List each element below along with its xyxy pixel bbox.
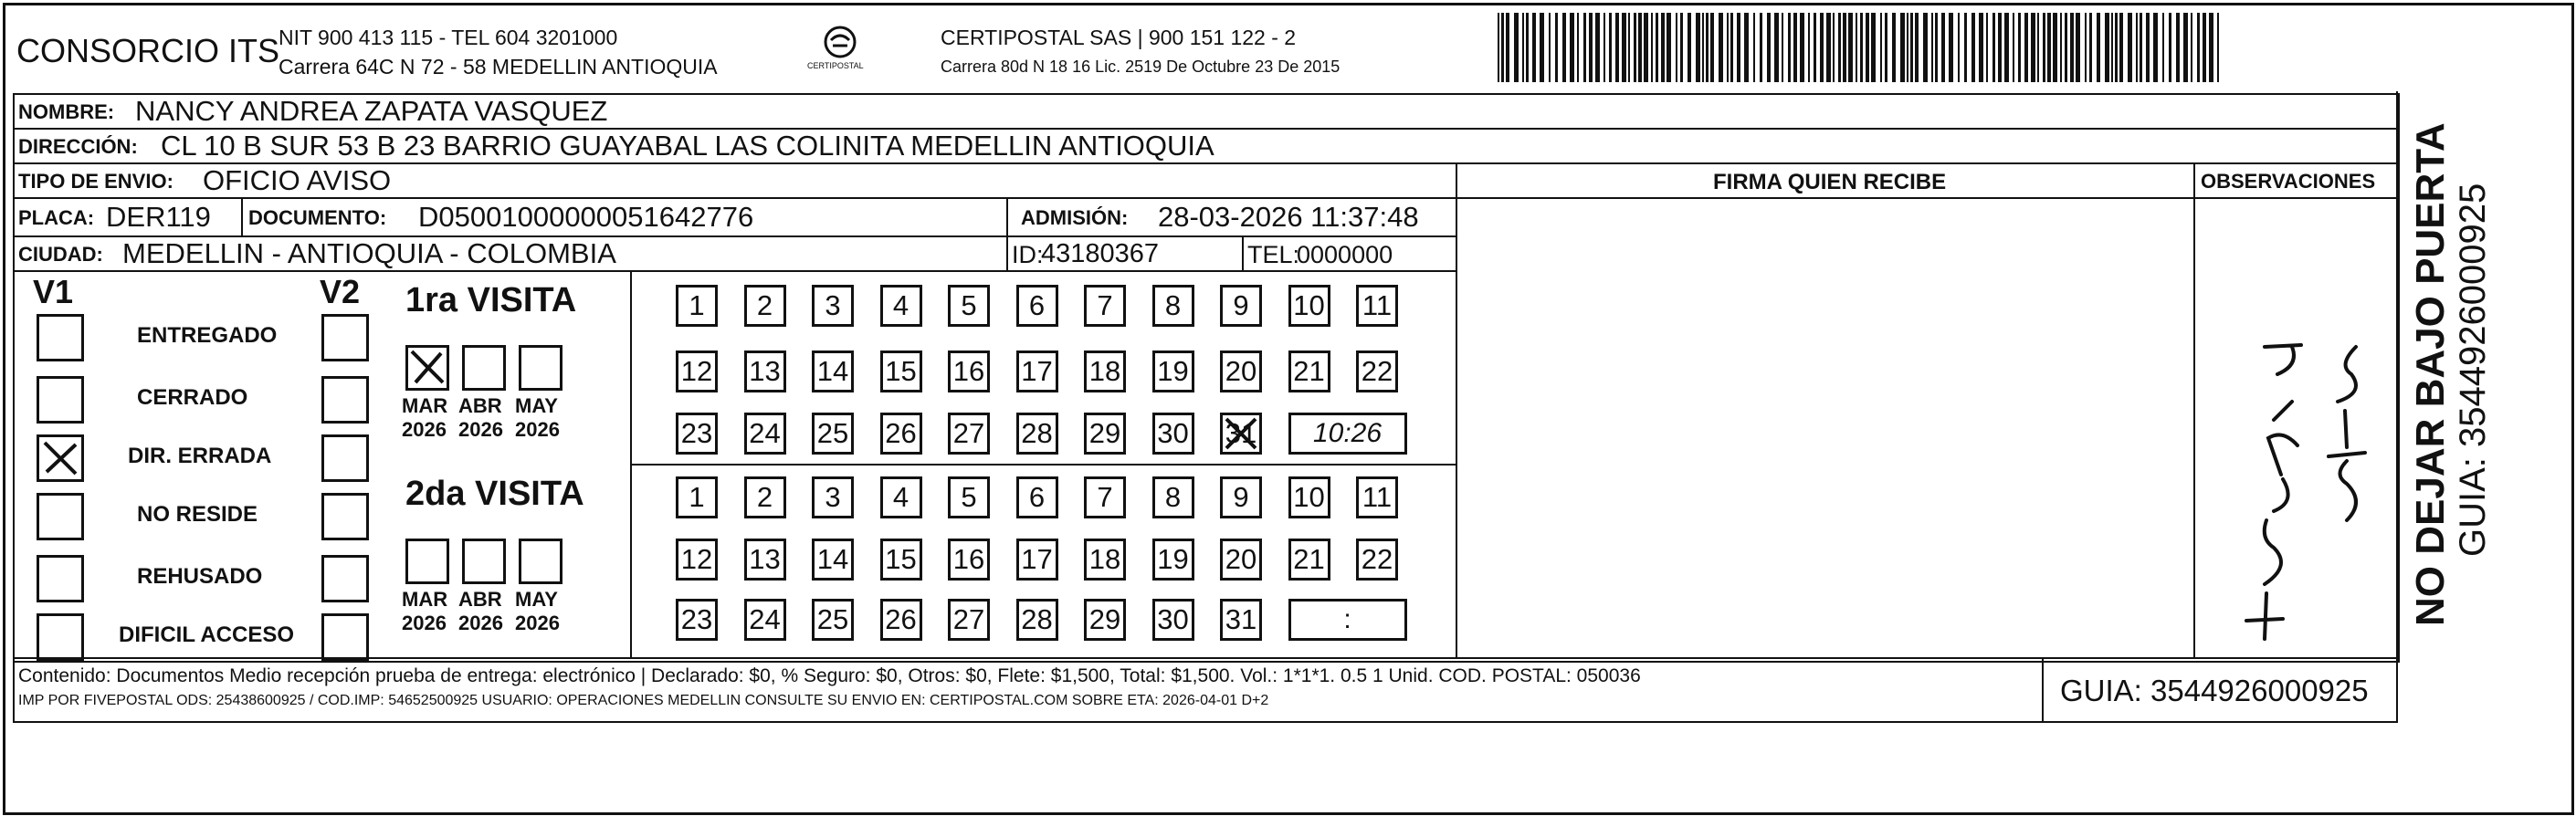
v1-checkbox[interactable]: [37, 376, 84, 424]
barcode-bar: [2004, 13, 2009, 82]
day-cell[interactable]: 25: [812, 599, 854, 641]
month-label: MAR: [402, 588, 448, 611]
barcode-bar: [1949, 13, 1953, 82]
barcode-bar: [1964, 13, 1967, 82]
tel-label: TEL:: [1247, 241, 1300, 268]
barcode-bar: [2065, 13, 2067, 82]
barcode-bar: [2176, 13, 2180, 82]
day-cell[interactable]: 17: [1016, 539, 1058, 581]
barcode-bar: [2169, 13, 2171, 82]
v2-label: V2: [320, 273, 361, 310]
barcode-bar: [1848, 13, 1853, 82]
day-cell[interactable]: 3: [812, 476, 854, 518]
v2-checkbox[interactable]: [321, 434, 369, 482]
barcode-bar: [2153, 13, 2158, 82]
month-checkbox[interactable]: [462, 539, 506, 584]
day-cell[interactable]: 8: [1152, 285, 1194, 327]
day-cell[interactable]: 18: [1084, 350, 1126, 392]
first-visit-title: 1ra VISITA: [405, 281, 577, 319]
observaciones-header: OBSERVACIONES: [2201, 170, 2376, 193]
month-checkbox[interactable]: [462, 345, 506, 391]
day-cell[interactable]: 5: [948, 476, 990, 518]
footer-line1: Contenido: Documentos Medio recepción prueba de entrega: electrónico | Declarado: $0, % Seguro: $0, Otros: $0, Flete: $1,500, Total: $1,500. Vol.: 1*1*1. 0.5 1 Unid. COD. POSTAL: 050036: [18, 665, 1641, 686]
barcode-bar: [1814, 13, 1816, 82]
barcode-bar: [1760, 13, 1762, 82]
barcode-bar: [1931, 13, 1933, 82]
day-cell[interactable]: 1: [676, 285, 718, 327]
admision-label: ADMISIÓN:: [1021, 206, 1129, 229]
barcode-bar: [1992, 13, 1995, 82]
nit-line: NIT 900 413 115 - TEL 604 3201000: [279, 26, 618, 49]
barcode-bar: [1808, 13, 1810, 82]
month-checkbox[interactable]: [519, 539, 563, 584]
day-cell[interactable]: 11: [1356, 285, 1398, 327]
day-cell[interactable]: 14: [812, 350, 854, 392]
barcode-bar: [1656, 13, 1658, 82]
barcode-bar: [1651, 13, 1653, 82]
ciudad-value: MEDELLIN - ANTIOQUIA - COLOMBIA: [122, 237, 616, 269]
barcode-bar: [2047, 13, 2051, 82]
barcode-bar: [1782, 13, 1783, 82]
barcode-bar: [1609, 13, 1612, 82]
barcode-bar: [1986, 13, 1988, 82]
barcode-bar: [2197, 13, 2200, 82]
documento-value: D05001000000051642776: [418, 201, 754, 233]
barcode-bar: [1638, 13, 1642, 82]
day-cell[interactable]: 30: [1152, 599, 1194, 641]
barcode-bar: [1555, 13, 1558, 82]
handwritten-observation: [2210, 292, 2392, 648]
day-cell[interactable]: 10: [1288, 285, 1330, 327]
barcode-bar: [1634, 13, 1636, 82]
year-label: 2026: [402, 612, 447, 634]
barcode-bar: [1971, 13, 1975, 82]
barcode-bar: [1856, 13, 1857, 82]
day-cell[interactable]: 20: [1220, 539, 1262, 581]
day-cell[interactable]: 24: [744, 599, 786, 641]
v1-checkbox[interactable]: [37, 613, 84, 661]
id-value: 43180367: [1041, 239, 1160, 268]
day-cell[interactable]: 27: [948, 413, 990, 455]
day-cell[interactable]: 4: [880, 285, 922, 327]
status-label: ENTREGADO: [137, 323, 278, 348]
day-cell[interactable]: 24: [744, 413, 786, 455]
footer-line2: IMP POR FIVEPOSTAL ODS: 25438600925 / COD.IMP: 54652500925 USUARIO: OPERACIONES MEDELLIN CONSULTE SU ENVIO EN: CERTIPOSTAL.COM SOBRE ETA: 2026-04-01 D+2: [18, 693, 1269, 708]
barcode-bar: [1892, 13, 1896, 82]
day-cell[interactable]: 27: [948, 599, 990, 641]
barcode-bar: [1880, 13, 1882, 82]
barcode-bar: [1577, 13, 1579, 82]
certipostal-logo: [804, 24, 877, 78]
year-label: 2026: [402, 418, 447, 441]
barcode-bar: [2097, 13, 2100, 82]
barcode-bar: [2076, 13, 2080, 82]
footer-guia: GUIA: 3544926000925: [2060, 674, 2369, 707]
barcode-bar: [2140, 13, 2142, 82]
barcode-bar: [1706, 13, 1709, 82]
barcode-bar: [1744, 13, 1749, 82]
check-x-icon: [408, 348, 447, 388]
barcode-bar: [2111, 13, 2113, 82]
barcode-bar: [2217, 13, 2219, 82]
day-cell[interactable]: 30: [1152, 413, 1194, 455]
day-cell[interactable]: 16: [948, 350, 990, 392]
barcode-bar: [2070, 13, 2074, 82]
barcode-bar: [2043, 13, 2045, 82]
barcode-bar: [2203, 13, 2206, 82]
barcode-bar: [1498, 13, 1499, 82]
placa-value: DER119: [106, 201, 211, 233]
barcode-bar: [1941, 13, 1945, 82]
day-cell[interactable]: 28: [1016, 413, 1058, 455]
barcode-bar: [1910, 13, 1913, 82]
barcode-bar: [1570, 13, 1574, 82]
day-cell[interactable]: 7: [1084, 285, 1126, 327]
barcode-bar: [1923, 13, 1928, 82]
logo-icon: [804, 24, 877, 78]
day-cell[interactable]: 8: [1152, 476, 1194, 518]
day-cell[interactable]: 18: [1084, 539, 1126, 581]
barcode-bar: [1866, 13, 1869, 82]
barcode-bar: [2146, 13, 2150, 82]
barcode-bar: [2105, 13, 2109, 82]
tipo-value: OFICIO AVISO: [203, 164, 392, 196]
barcode-bar: [2209, 13, 2213, 82]
side-notice: NO DEJAR BAJO PUERTA: [2408, 122, 2453, 626]
barcode-bar: [1710, 13, 1714, 82]
day-cell[interactable]: 14: [812, 539, 854, 581]
barcode-bar: [2162, 13, 2164, 82]
barcode-bar: [1526, 13, 1529, 82]
barcode-bar: [1737, 13, 1740, 82]
day-cell[interactable]: 23: [676, 413, 718, 455]
day-cell[interactable]: 6: [1016, 476, 1058, 518]
day-cell[interactable]: 12: [676, 350, 718, 392]
month-checkbox[interactable]: [519, 345, 563, 391]
barcode-bar: [1885, 13, 1887, 82]
barcode: [1498, 13, 2219, 82]
barcode-bar: [1826, 13, 1831, 82]
v1-checkbox[interactable]: [37, 493, 84, 540]
month-label: ABR: [458, 588, 502, 611]
day-cell[interactable]: 28: [1016, 599, 1058, 641]
side-guia: GUIA: 3544926000925: [2453, 183, 2493, 557]
barcode-bar: [2018, 13, 2021, 82]
direccion-value: CL 10 B SUR 53 B 23 BARRIO GUAYABAL LAS COLINITA MEDELLIN ANTIOQUIA: [161, 130, 1214, 162]
day-cell[interactable]: 19: [1152, 539, 1194, 581]
status-label: CERRADO: [137, 385, 248, 410]
handwriting-icon: [2210, 292, 2392, 648]
address-line: Carrera 64C N 72 - 58 MEDELLIN ANTIOQUIA: [279, 55, 718, 78]
day-cell[interactable]: 29: [1084, 413, 1126, 455]
day-cell[interactable]: 1: [676, 476, 718, 518]
barcode-bar: [1860, 13, 1863, 82]
month-checkbox[interactable]: [405, 539, 449, 584]
day-cell[interactable]: 12: [676, 539, 718, 581]
v1-checkbox[interactable]: [37, 555, 84, 602]
company-name: CONSORCIO ITS: [16, 32, 280, 69]
time-box[interactable]: :: [1288, 599, 1407, 641]
barcode-bar: [1793, 13, 1797, 82]
day-cell[interactable]: 19: [1152, 350, 1194, 392]
day-cell[interactable]: 13: [744, 350, 786, 392]
barcode-bar: [1680, 13, 1683, 82]
barcode-bar: [2089, 13, 2092, 82]
day-cell[interactable]: 3: [812, 285, 854, 327]
barcode-bar: [1730, 13, 1733, 82]
barcode-bar: [2128, 13, 2132, 82]
barcode-bar: [1915, 13, 1919, 82]
month-label: ABR: [458, 394, 502, 417]
documento-label: DOCUMENTO:: [248, 206, 387, 229]
day-cell[interactable]: 29: [1084, 599, 1126, 641]
day-cell[interactable]: 9: [1220, 476, 1262, 518]
barcode-bar: [1603, 13, 1605, 82]
barcode-bar: [1696, 13, 1700, 82]
v2-checkbox[interactable]: [321, 555, 369, 602]
barcode-bar: [1549, 13, 1551, 82]
v1-checkbox[interactable]: [37, 434, 84, 482]
barcode-bar: [1532, 13, 1536, 82]
day-cell[interactable]: 26: [880, 599, 922, 641]
barcode-bar: [1958, 13, 1960, 82]
day-cell[interactable]: 9: [1220, 285, 1262, 327]
barcode-bar: [1998, 13, 2002, 82]
barcode-bar: [1907, 13, 1908, 82]
barcode-bar: [1628, 13, 1630, 82]
day-cell[interactable]: 21: [1288, 350, 1330, 392]
year-label: 2026: [458, 418, 503, 441]
placa-label: PLACA:: [18, 206, 95, 229]
firma-header: FIRMA QUIEN RECIBE: [1713, 170, 1947, 194]
tipo-label: TIPO DE ENVIO:: [18, 170, 173, 193]
barcode-bar: [1583, 13, 1586, 82]
year-label: 2026: [458, 612, 503, 634]
barcode-bar: [1900, 13, 1905, 82]
certipostal-line2: Carrera 80d N 18 16 Lic. 2519 De Octubre 23 De 2015: [941, 58, 1341, 76]
barcode-bar: [1820, 13, 1824, 82]
nombre-label: NOMBRE:: [18, 100, 115, 123]
barcode-bar: [1688, 13, 1691, 82]
barcode-bar: [2136, 13, 2138, 82]
barcode-bar: [1562, 13, 1566, 82]
barcode-bar: [1589, 13, 1593, 82]
day-cell[interactable]: 31: [1220, 413, 1262, 455]
id-label: ID:: [1012, 241, 1044, 268]
day-cell[interactable]: 26: [880, 413, 922, 455]
barcode-bar: [1644, 13, 1648, 82]
month-label: MAY: [515, 394, 558, 417]
v2-checkbox[interactable]: [321, 314, 369, 361]
year-label: 2026: [515, 418, 560, 441]
month-checkbox[interactable]: [405, 345, 449, 391]
barcode-bar: [1514, 13, 1519, 82]
certipostal-line1: CERTIPOSTAL SAS | 900 151 122 - 2: [941, 26, 1297, 49]
barcode-bar: [1774, 13, 1779, 82]
barcode-bar: [1667, 13, 1671, 82]
day-cell[interactable]: 4: [880, 476, 922, 518]
barcode-bar: [1676, 13, 1677, 82]
time-box[interactable]: 10:26: [1288, 413, 1407, 455]
status-label: DIR. ERRADA: [128, 444, 272, 468]
barcode-bar: [1522, 13, 1524, 82]
day-cell[interactable]: 22: [1356, 350, 1398, 392]
ciudad-label: CIUDAD:: [18, 243, 103, 266]
barcode-bar: [2191, 13, 2192, 82]
barcode-bar: [1788, 13, 1791, 82]
barcode-bar: [2053, 13, 2057, 82]
day-cell[interactable]: 16: [948, 539, 990, 581]
day-cell[interactable]: 6: [1016, 285, 1058, 327]
v1-label: V1: [33, 273, 74, 310]
day-cell[interactable]: 31: [1220, 599, 1262, 641]
barcode-bar: [1702, 13, 1704, 82]
v2-checkbox[interactable]: [321, 613, 369, 661]
day-cell[interactable]: 5: [948, 285, 990, 327]
day-cell[interactable]: 2: [744, 285, 786, 327]
day-cell[interactable]: 2: [744, 476, 786, 518]
barcode-bar: [2031, 13, 2035, 82]
logo-text: CERTIPOSTAL: [807, 61, 864, 70]
barcode-bar: [1935, 13, 1938, 82]
barcode-bar: [1501, 13, 1504, 82]
month-label: MAY: [515, 588, 558, 611]
barcode-bar: [2024, 13, 2028, 82]
year-label: 2026: [515, 612, 560, 634]
barcode-bar: [2115, 13, 2118, 82]
barcode-bar: [1727, 13, 1729, 82]
barcode-bar: [1800, 13, 1804, 82]
barcode-bar: [1979, 13, 1983, 82]
day-cell[interactable]: 15: [880, 539, 922, 581]
direccion-label: DIRECCIÓN:: [18, 135, 138, 158]
day-cell[interactable]: 17: [1016, 350, 1058, 392]
barcode-bar: [1661, 13, 1665, 82]
barcode-bar: [2183, 13, 2188, 82]
status-label: REHUSADO: [137, 564, 263, 589]
nombre-value: NANCY ANDREA ZAPATA VASQUEZ: [135, 95, 608, 127]
day-cell[interactable]: 20: [1220, 350, 1262, 392]
barcode-bar: [1595, 13, 1600, 82]
barcode-bar: [1767, 13, 1771, 82]
barcode-bar: [2060, 13, 2062, 82]
day-cell[interactable]: 22: [1356, 539, 1398, 581]
barcode-bar: [2119, 13, 2123, 82]
check-x-icon: [39, 437, 81, 479]
v1-checkbox[interactable]: [37, 314, 84, 361]
month-label: MAR: [402, 394, 448, 417]
v2-checkbox[interactable]: [321, 493, 369, 540]
day-cell[interactable]: 13: [744, 539, 786, 581]
admision-value: 28-03-2026 11:37:48: [1158, 201, 1419, 233]
barcode-bar: [1753, 13, 1755, 82]
day-cell[interactable]: 11: [1356, 476, 1398, 518]
v2-checkbox[interactable]: [321, 376, 369, 424]
barcode-bar: [1871, 13, 1876, 82]
day-cell[interactable]: 25: [812, 413, 854, 455]
day-cell[interactable]: 21: [1288, 539, 1330, 581]
tel-value: 0000000: [1297, 241, 1393, 268]
barcode-bar: [1622, 13, 1626, 82]
barcode-bar: [1540, 13, 1544, 82]
barcode-bar: [2013, 13, 2014, 82]
status-label: NO RESIDE: [137, 502, 258, 527]
day-cell[interactable]: 15: [880, 350, 922, 392]
barcode-bar: [2085, 13, 2087, 82]
barcode-bar: [1719, 13, 1723, 82]
day-cell[interactable]: 7: [1084, 476, 1126, 518]
second-visit-title: 2da VISITA: [405, 475, 584, 513]
barcode-bar: [1506, 13, 1509, 82]
barcode-bar: [1838, 13, 1841, 82]
barcode-bar: [1843, 13, 1846, 82]
barcode-bar: [1833, 13, 1835, 82]
day-cell[interactable]: 10: [1288, 476, 1330, 518]
barcode-bar: [1615, 13, 1619, 82]
barcode-bar: [2037, 13, 2039, 82]
status-label: DIFICIL ACCESO: [119, 622, 295, 647]
day-cell[interactable]: 23: [676, 599, 718, 641]
